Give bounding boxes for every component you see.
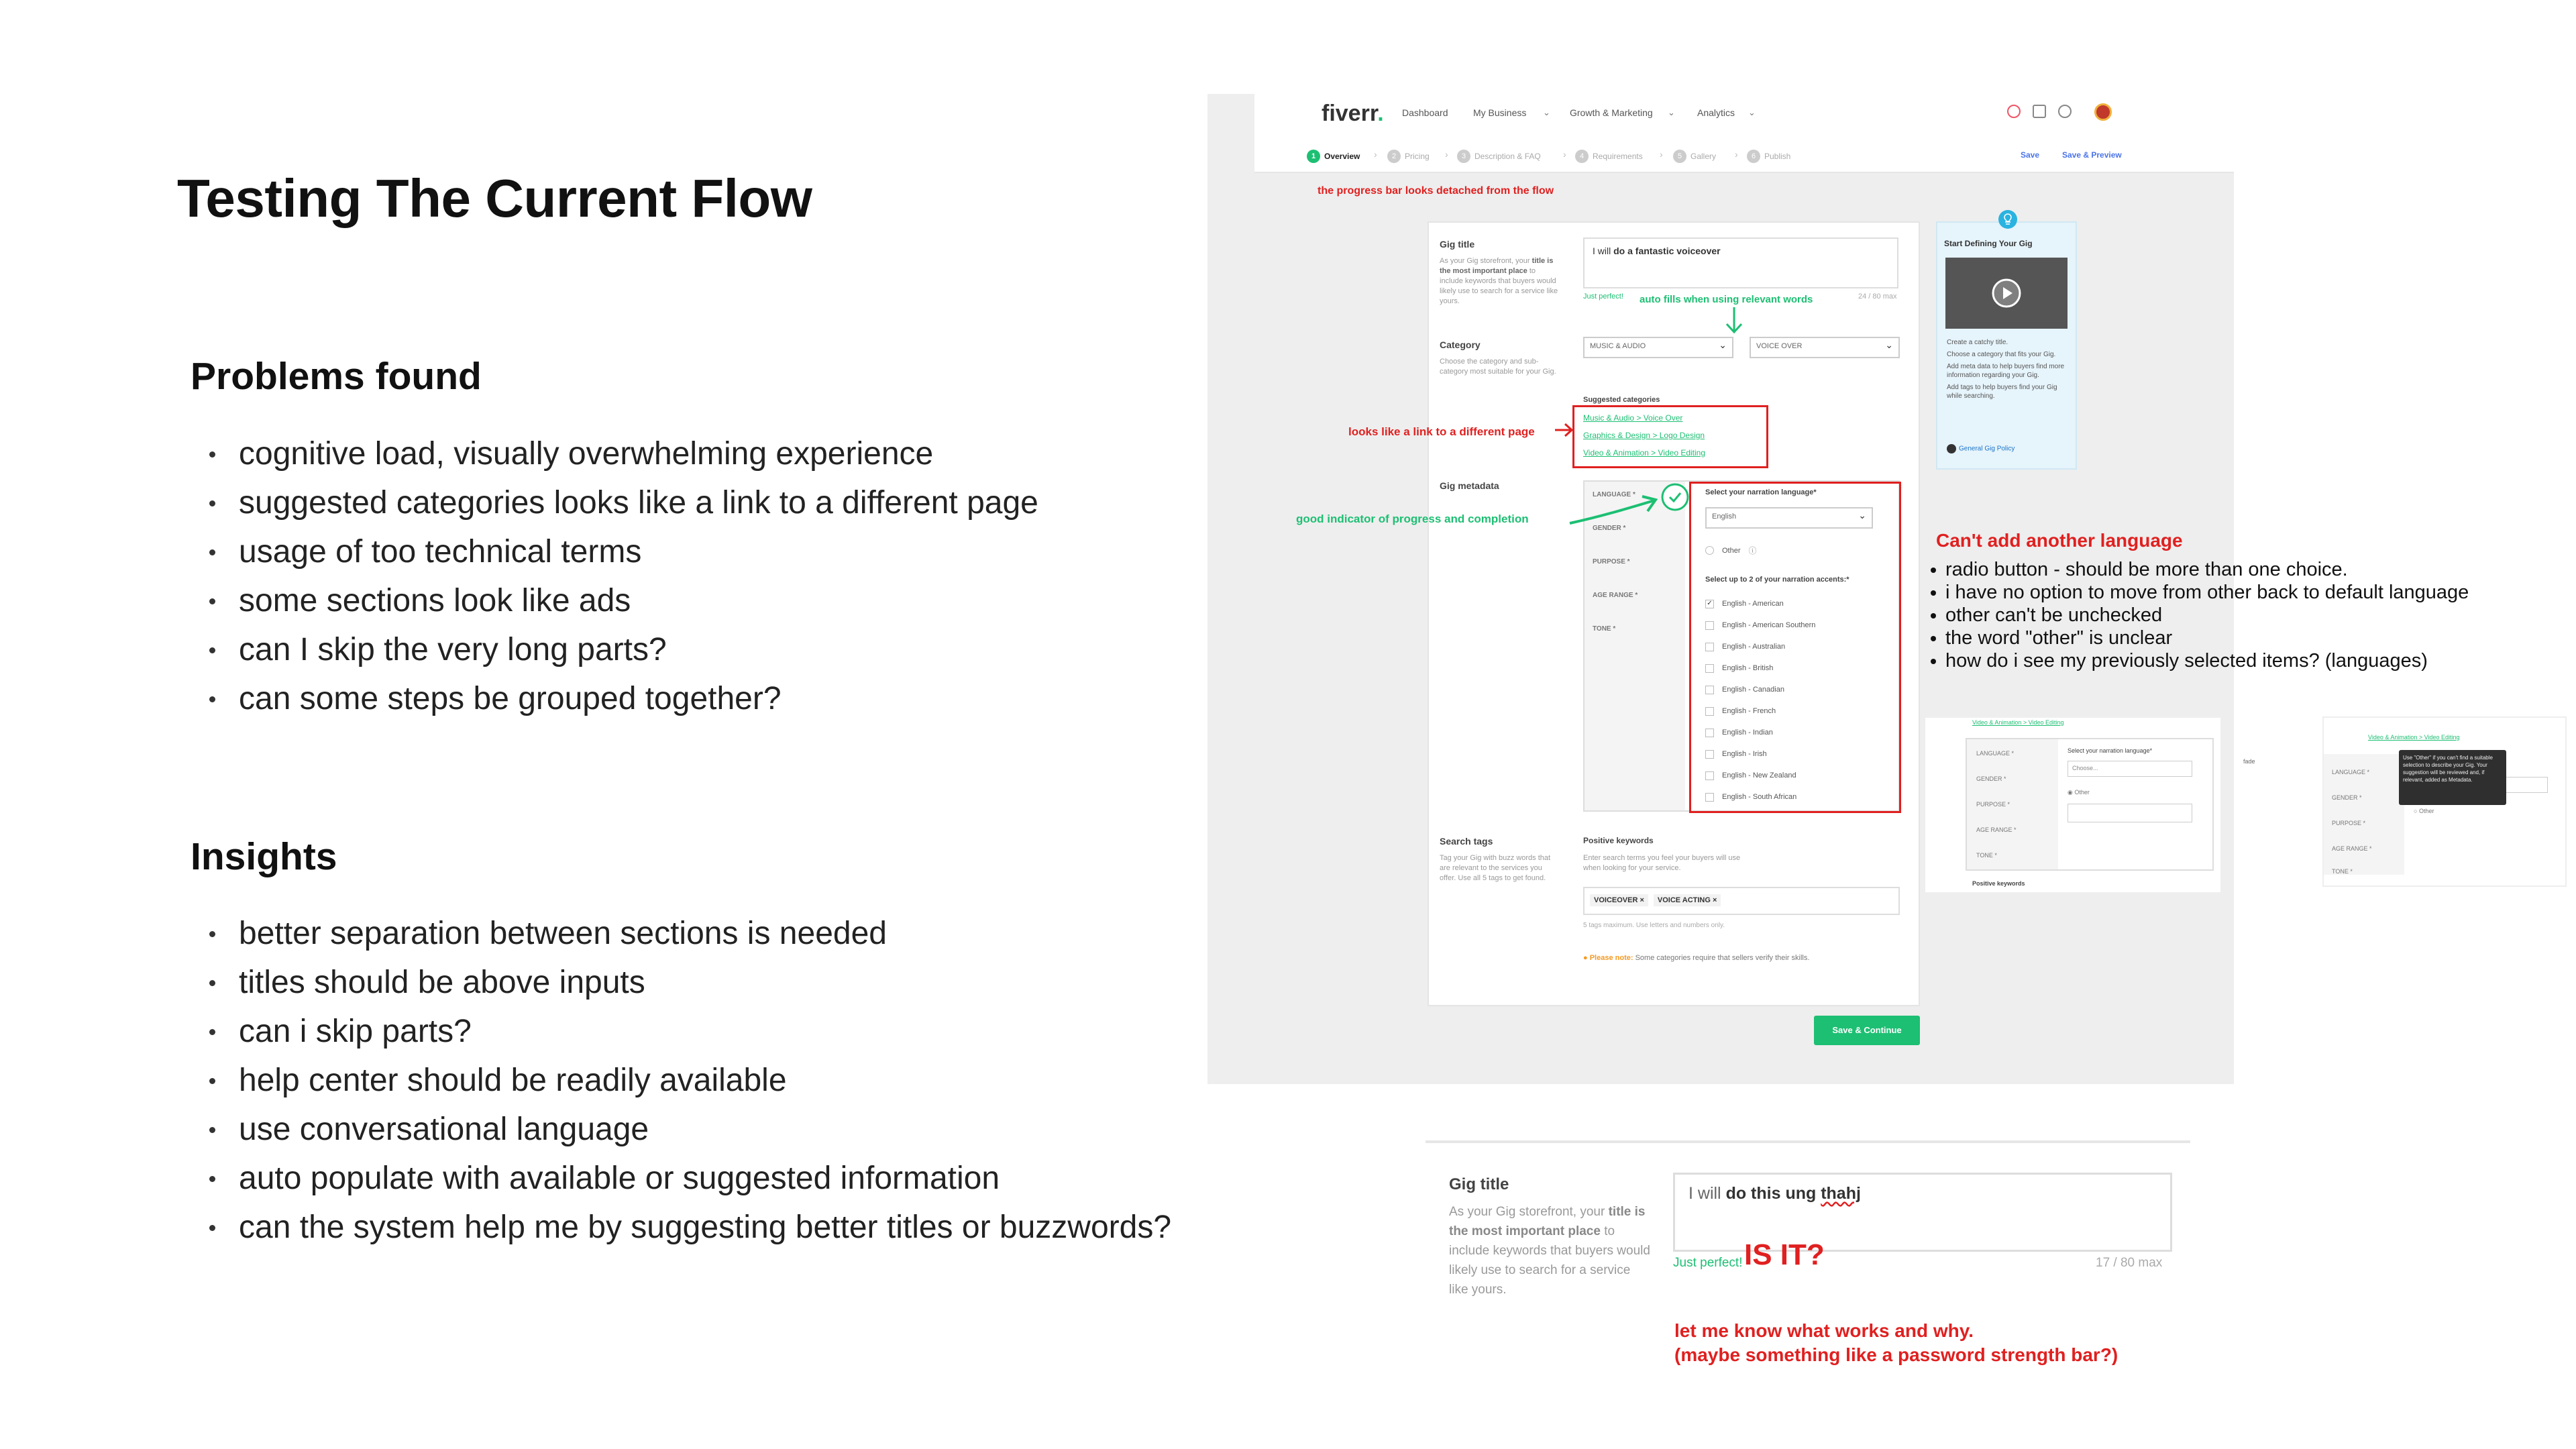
positive-keywords-help: Enter search terms you feel your buyers will use when looking for your service. [1583, 854, 1741, 872]
chevron-right-icon: › [1660, 149, 1663, 160]
positive-keywords-label: Positive keywords [1583, 836, 1654, 845]
category-help: Choose the category and sub-category most suitable for your Gig. [1440, 358, 1556, 376]
checkbox[interactable] [1705, 621, 1714, 630]
accent-label: English - British [1722, 664, 1774, 672]
subcategory-select[interactable]: VOICE OVER ⌄ [1750, 337, 1900, 358]
mini-select: Choose... [2068, 761, 2192, 777]
annotation-progress-bar: the progress bar looks detached from the flow [1318, 185, 1554, 197]
title-status: Just perfect! [1583, 292, 1623, 301]
help-card-tips [1947, 338, 2072, 400]
checkbox[interactable] [1705, 750, 1714, 759]
category-select[interactable]: MUSIC & AUDIO ⌄ [1583, 337, 1733, 358]
save-continue-button[interactable]: Save & Continue [1814, 1016, 1920, 1045]
mini-language: LANGUAGE * [2332, 769, 2370, 775]
chevron-down-icon: ⌄ [1543, 107, 1550, 117]
input-value: do a fantastic voiceover [1613, 246, 1721, 256]
save-preview-link[interactable]: Save & Preview [2062, 150, 2122, 160]
issue-item: how do i see my previously selected items? (languages) [1929, 649, 2469, 672]
accent-label: English - French [1722, 707, 1776, 715]
accent-label: English - Irish [1722, 750, 1767, 758]
step-number: 1 [1307, 150, 1320, 163]
gig-title-label: Gig title [1440, 239, 1475, 250]
mini-link: Video & Animation > Video Editing [1972, 719, 2064, 726]
logo-dot: . [1377, 101, 1384, 126]
lightbulb-icon [1998, 209, 2018, 229]
mail-icon[interactable] [2033, 105, 2046, 118]
accent-label: English - Australian [1722, 643, 1786, 651]
insights-heading: Insights [191, 835, 337, 878]
highlight-suggested-categories [1572, 405, 1768, 468]
mini-other: ◉ Other [2068, 789, 2090, 796]
policy-label: General Gig Policy [1959, 445, 2015, 453]
annotation-issues-list [1929, 558, 2469, 672]
arrow-down-icon [1724, 306, 1744, 335]
insight-item: use conversational language [191, 1105, 1171, 1154]
mini-age-range: AGE RANGE * [2332, 845, 2372, 852]
accents-question: Select up to 2 of your narration accents:* [1705, 576, 1849, 584]
avatar[interactable] [2094, 103, 2112, 121]
help-card-title: Start Defining Your Gig [1944, 239, 2033, 248]
meta-side-purpose[interactable]: PURPOSE * [1593, 558, 1630, 566]
accent-label: English - Indian [1722, 729, 1773, 737]
general-gig-policy-link[interactable] [1947, 444, 2015, 453]
accent-option[interactable] [1705, 722, 1815, 743]
step-gallery[interactable] [1673, 150, 1716, 163]
input-prefix: I will [1593, 246, 1614, 256]
tip-item: Add meta data to help buyers find more information regarding your Gig. [1947, 363, 2065, 379]
radio-button[interactable] [1705, 546, 1714, 555]
zoom-divider [1426, 1140, 2190, 1143]
other-label: Other [1722, 546, 1741, 555]
step-label: Description & FAQ [1474, 152, 1541, 161]
tip-item: Create a catchy title. [1947, 339, 2008, 346]
warning-icon: ● [1583, 954, 1588, 962]
mini-other: ○ Other [2414, 808, 2434, 814]
mini-purpose: PURPOSE * [1976, 801, 2010, 808]
accents-list [1705, 593, 1815, 808]
accent-option[interactable] [1705, 636, 1815, 657]
other-tooltip: Use "Other" if you can't find a suitable selection to describe your Gig. Your suggestion will be reviewed and, if relevant, added as Metadata. [2399, 750, 2506, 805]
mini-other-label: Other [2418, 808, 2434, 814]
mini-positive-keywords: Positive keywords [1972, 880, 2025, 887]
step-pricing[interactable] [1387, 150, 1430, 163]
step-label: Requirements [1593, 152, 1643, 161]
zoom-gig-title-label: Gig title [1449, 1175, 1509, 1193]
help-text: As your Gig storefront, your [1440, 257, 1532, 265]
chevron-right-icon: › [1563, 149, 1566, 160]
mini-language: LANGUAGE * [1976, 750, 2015, 757]
nav-dashboard[interactable]: Dashboard [1402, 107, 1448, 118]
annotation-password-bar: (maybe something like a password strength bar?) [1674, 1344, 2118, 1365]
meta-side-language[interactable]: LANGUAGE * [1593, 491, 1635, 498]
chevron-right-icon: › [1445, 149, 1448, 160]
help-text: to include keywords that buyers would likely use to search for a service like yours. [1449, 1224, 1650, 1297]
step-label: Gallery [1690, 152, 1717, 161]
fiverr-logo[interactable] [1322, 101, 1384, 127]
tip-item: Add tags to help buyers find your Gig while searching. [1947, 384, 2057, 400]
chevron-down-icon: ⌄ [1748, 107, 1756, 117]
help-icon[interactable] [2058, 105, 2072, 118]
mini-tone: TONE * [1976, 852, 1997, 859]
suggested-categories-label: Suggested categories [1583, 396, 1660, 404]
insight-item: auto populate with available or suggested information [191, 1154, 1171, 1203]
accent-label: English - New Zealand [1722, 771, 1796, 780]
problems-heading: Problems found [191, 355, 482, 398]
step-overview[interactable] [1307, 150, 1360, 163]
policy-icon [1947, 444, 1956, 453]
suggested-category-link[interactable]: Video & Animation > Video Editing [1583, 448, 1706, 458]
suggested-category-link[interactable]: Music & Audio > Voice Over [1583, 413, 1683, 423]
mini-gender: GENDER * [1976, 775, 2006, 782]
mini-link: Video & Animation > Video Editing [2368, 734, 2460, 741]
issue-item: radio button - should be more than one choice. [1929, 558, 2469, 581]
annotation-auto-fill: auto fills when using relevant words [1640, 294, 1813, 305]
insight-item: titles should be above inputs [191, 958, 1171, 1007]
chevron-right-icon: › [1735, 149, 1738, 160]
suggested-category-link[interactable]: Graphics & Design > Logo Design [1583, 431, 1705, 440]
checkbox[interactable] [1705, 793, 1714, 802]
tags-limit: 5 tags maximum. Use letters and numbers only. [1583, 922, 1725, 929]
zoom-status: Just perfect! [1673, 1256, 1743, 1270]
checkbox[interactable] [1705, 686, 1714, 694]
insight-item: better separation between sections is needed [191, 909, 1171, 958]
chevron-right-icon: › [1374, 149, 1377, 160]
mini-gender: GENDER * [2332, 794, 2362, 801]
annotation-good-indicator: good indicator of progress and completion [1296, 513, 1529, 525]
annotation-looks-like-link: looks like a link to a different page [1348, 425, 1535, 438]
help-text: to include keywords that buyers would likely use to search for a service like yours. [1440, 267, 1558, 305]
mini-tone: TONE * [2332, 868, 2353, 875]
annotation-let-me-know: let me know what works and why. [1674, 1320, 1974, 1341]
step-label: Pricing [1405, 152, 1430, 161]
insight-item: can the system help me by suggesting better titles or buzzwords? [191, 1203, 1171, 1252]
checkbox[interactable] [1705, 664, 1714, 673]
mini-other-input [2068, 804, 2192, 822]
zoom-counter: 17 / 80 max [2096, 1256, 2163, 1270]
issue-item: i have no option to move from other back to default language [1929, 581, 2469, 604]
step-requirements[interactable] [1575, 150, 1643, 163]
meta-side-age-range[interactable]: AGE RANGE * [1593, 592, 1638, 599]
annotation-is-it: IS IT? [1744, 1238, 1825, 1271]
note-bold: Please note: [1589, 954, 1633, 962]
step-number: 3 [1457, 150, 1470, 163]
gig-title-input[interactable] [1583, 237, 1898, 288]
checkbox-checked[interactable]: ✓ [1705, 600, 1714, 608]
tags-note [1583, 954, 1809, 962]
accent-option[interactable] [1705, 743, 1815, 765]
problems-list [191, 429, 1038, 723]
step-publish[interactable] [1747, 150, 1790, 163]
meta-side-tone[interactable]: TONE * [1593, 625, 1616, 633]
problem-item: some sections look like ads [191, 576, 1038, 625]
accent-label: English - South African [1722, 793, 1797, 801]
accent-label: English - Canadian [1722, 686, 1784, 694]
nav-growth-marketing[interactable]: Growth & Marketing [1570, 107, 1653, 118]
problem-item: usage of too technical terms [191, 527, 1038, 576]
gig-title-help [1440, 256, 1560, 307]
accent-option[interactable] [1705, 593, 1815, 614]
input-prefix: I will [1688, 1184, 1726, 1203]
other-option[interactable] [1705, 545, 1757, 556]
tip-item: Choose a category that fits your Gig. [1947, 351, 2056, 358]
issue-item: the word "other" is unclear [1929, 627, 2469, 649]
zoom-gig-title-help [1449, 1202, 1650, 1299]
slide-title: Testing The Current Flow [177, 168, 812, 228]
step-number: 4 [1575, 150, 1589, 163]
category-label: Category [1440, 339, 1481, 350]
step-number: 6 [1747, 150, 1760, 163]
input-typo: thahj [1821, 1184, 1861, 1203]
language-select[interactable]: English ⌄ [1705, 507, 1873, 529]
accent-option[interactable] [1705, 679, 1815, 700]
accent-option[interactable] [1705, 614, 1815, 636]
search-tags-help: Tag your Gig with buzz words that are relevant to the services you offer. Use all 5 tags to get found. [1440, 854, 1551, 882]
chevron-down-icon: ⌄ [1668, 107, 1675, 117]
tags-input[interactable] [1583, 887, 1900, 915]
step-number: 5 [1673, 150, 1686, 163]
search-tags-label: Search tags [1440, 836, 1493, 847]
checkbox[interactable] [1705, 771, 1714, 780]
save-link[interactable]: Save [2021, 150, 2040, 160]
info-icon: ⓘ [1748, 546, 1757, 555]
arrow-right-icon [1567, 494, 1661, 527]
checkbox[interactable] [1705, 643, 1714, 651]
insights-list [191, 909, 1171, 1252]
checkbox[interactable] [1705, 707, 1714, 716]
accent-option[interactable] [1705, 786, 1815, 808]
help-text-bold: title is the most important place [1440, 257, 1554, 275]
tag-chip[interactable]: VOICEOVER × [1590, 894, 1648, 906]
step-label: Overview [1324, 152, 1360, 161]
play-icon[interactable] [1991, 278, 2022, 309]
mini-fade-label: fade [2243, 758, 2255, 765]
meta-side-gender[interactable]: GENDER * [1593, 525, 1626, 532]
checkbox[interactable] [1705, 729, 1714, 737]
problem-item: can some steps be grouped together? [191, 674, 1038, 723]
problem-item: suggested categories looks like a link to a different page [191, 478, 1038, 527]
accent-option[interactable] [1705, 657, 1815, 679]
step-description-faq[interactable] [1457, 150, 1541, 163]
metadata-label: Gig metadata [1440, 480, 1499, 491]
mini-other-label: Other [2074, 789, 2090, 796]
help-text-bold: title is the most important place [1449, 1205, 1646, 1238]
accent-option[interactable] [1705, 765, 1815, 786]
input-value: do this ung [1725, 1184, 1821, 1203]
bell-icon[interactable] [2007, 105, 2021, 118]
mini-question: Select your narration language* [2068, 747, 2153, 754]
issue-item: other can't be unchecked [1929, 604, 2469, 627]
accent-label: English - American Southern [1722, 621, 1816, 629]
step-label: Publish [1764, 152, 1791, 161]
step-number: 2 [1387, 150, 1401, 163]
mini-age-range: AGE RANGE * [1976, 826, 2017, 833]
language-question: Select your narration language* [1705, 488, 1817, 496]
accent-option[interactable] [1705, 700, 1815, 722]
arrow-right-icon [1554, 421, 1574, 439]
insight-item: can i skip parts? [191, 1007, 1171, 1056]
nav-analytics[interactable]: Analytics [1697, 107, 1735, 118]
nav-my-business[interactable]: My Business [1473, 107, 1527, 118]
check-circle-icon [1660, 482, 1690, 513]
logo-text: fiverr [1322, 101, 1378, 126]
annotation-cant-add-heading: Can't add another language [1936, 530, 2183, 551]
title-counter: 24 / 80 max [1858, 292, 1897, 301]
problem-item: can I skip the very long parts? [191, 625, 1038, 674]
insight-item: help center should be readily available [191, 1056, 1171, 1105]
problem-item: cognitive load, visually overwhelming experience [191, 429, 1038, 478]
accent-label: English - American [1722, 600, 1784, 608]
note-text: Some categories require that sellers verify their skills. [1633, 954, 1810, 962]
tag-chip[interactable]: VOICE ACTING × [1654, 894, 1721, 906]
help-text: As your Gig storefront, your [1449, 1205, 1609, 1219]
mini-purpose: PURPOSE * [2332, 820, 2366, 826]
